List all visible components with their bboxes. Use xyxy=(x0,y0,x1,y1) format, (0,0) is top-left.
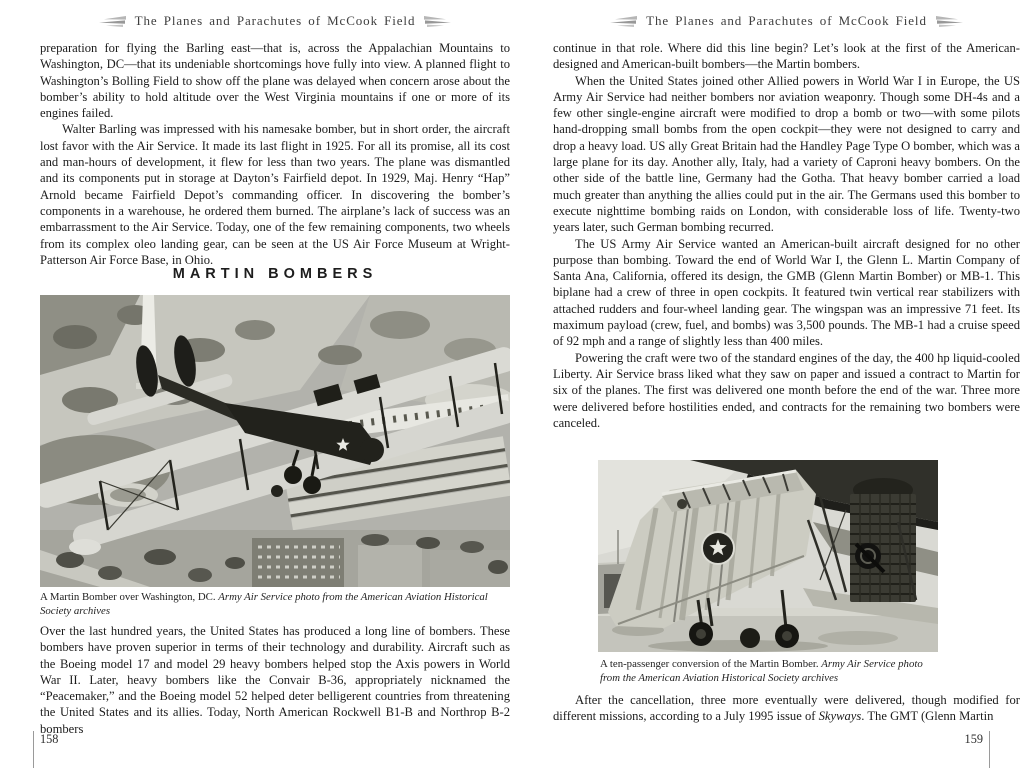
wing-ornament-icon xyxy=(610,15,637,27)
paragraph: Walter Barling was impressed with his namesake bomber, but in short order, the aircraft lost favor with the Air Service. It made its last flight in 1925. For all its promise, all its cost and man-hours of development, it flew for less than two years. The plane was dismantled and its components put in storage at Dayton’s Fairfield depot. In 1929, Maj. Henry “Hap” Arnold became Fairfield Depot’s commanding officer. In discovering the bomber’s components in a warehouse, he ordered them burned. The airplane’s lack of success was an embarrassment to the Air Service. Today, one of the few remaining components, two wheels from its complex oleo landing gear, can be seen at the US Air Force Museum at Wright-Patterson Air Force Base, in Ohio. xyxy=(40,122,510,267)
right-lower-text xyxy=(553,692,1020,725)
caption-text: A Martin Bomber over Washington, DC. xyxy=(40,591,219,603)
paragraph: Over the last hundred years, the United States has produced a long line of bombers. These bombers have proven superior in terms of their technology and durability. Aircraft such as the Boeing model 17 and model 29 heavy bombers helped stop the Axis powers in World War II. Later, heavy bombers like the Convair B-36, appropriately nicknamed the “Peacemaker,” and the Boeing model 52 helped deter belligerent countries from threatening the United States and its allies. Today, North American Rockwell B1-B and Northrop B-2 bombers xyxy=(40,624,510,736)
running-head xyxy=(40,13,510,29)
photo-caption xyxy=(600,658,940,685)
wing-ornament-icon xyxy=(936,15,963,27)
paragraph: continue in that role. Where did this line begin? Let’s look at the first of the American-designed and American-built bombers—the Martin bombers. xyxy=(553,41,1020,72)
left-upper-text xyxy=(40,40,510,268)
paragraph: Powering the craft were two of the standard engines of the day, the 400 hp liquid-cooled Liberty. Air Service brass liked what they saw on paper and issued a contract to Martin for six of the planes. The first was delivered one month before the end of the war. Three more were delivered before hostilities ended, and contracts for the remaining two bombers were canceled. xyxy=(553,350,1020,430)
left-page xyxy=(40,0,510,768)
section-heading: MARTIN BOMBERS xyxy=(172,266,378,282)
right-upper-text xyxy=(553,40,1020,431)
caption-credit: Army Air Service photo from the American Aviation Historical Society archives xyxy=(600,658,923,684)
page-number: 159 xyxy=(965,731,990,768)
wing-ornament-icon xyxy=(424,15,451,27)
martin-bomber-aerial-photo xyxy=(40,295,510,587)
left-lower-text xyxy=(40,623,510,737)
running-head xyxy=(553,13,1020,29)
caption-credit: Army Air Service photo from the American Aviation Historical Society archives xyxy=(40,591,488,617)
running-head-title: The Planes and Parachutes of McCook Field xyxy=(646,13,927,28)
paragraph-text: After the cancellation, three more eventually were delivered, though modified for different missions, according to a July 1995 issue of xyxy=(553,693,1020,724)
page-number: 158 xyxy=(33,731,58,768)
photo-caption xyxy=(40,591,510,618)
italic-title: Skyways xyxy=(818,709,862,724)
paragraph: When the United States joined other Allied powers in World War I in Europe, the US Army Air Service had neither bombers nor aviation weaponry. Though some DH-4s and a few other single-engine aircraft were modified to drop a bomb or two—with some pilots hand-dropping small bombs from the open cockpit—they were not designed to carry and drop a heavy load. US ally Great Britain had the Handley Page Type O bomber, which was a large plane for its day. Another ally, Italy, had a variety of Caproni heavy bombers. On the other side of the battle line, Germany had the Gotha. That heavy bomber carried a load much greater than anything the allies could put in the air. The Germans used this bomber to execute nighttime bombing raids on London, with considerable loss of life. Twenty-two years later, such German bombing recurred. xyxy=(553,73,1020,235)
martin-bomber-conversion-photo xyxy=(598,460,938,652)
paragraph-text: . The GMT (Glenn Martin xyxy=(861,709,994,724)
paragraph: preparation for flying the Barling east—that is, across the Appalachian Mountains to Washington, DC—that its undeniable shortcomings hove fully into view. A planned flight to Washington’s Bolling Field to show off the plane was delayed when concern arose about the bomber’s ability to hold altitude over the West Virginia mountains if one or more of its engines failed. xyxy=(40,41,510,121)
paragraph xyxy=(553,692,1020,725)
right-page xyxy=(553,0,1020,768)
running-head-title: The Planes and Parachutes of McCook Field xyxy=(134,13,416,28)
caption-text: A ten-passenger conversion of the Martin Bomber. xyxy=(600,658,822,670)
wing-ornament-icon xyxy=(99,15,126,27)
paragraph: The US Army Air Service wanted an American-built aircraft designed for no other purpose than bombing. Toward the end of World War I, the Glenn L. Martin Company of Santa Ana, California, offered its design, the GMB (Glenn Martin Bomber) or MB-1. This biplane had a crew of three in open cockpits. It featured twin vertical rear stabilizers with attached rudders and four-wheel landing gear. The wingspan was an impressive 71 feet. Its maximum payload (crew, fuel, and bombs) was 3,500 pounds. The MB-1 had a cruise speed of 92 mph and a range of slightly less than 400 miles. xyxy=(553,236,1020,349)
